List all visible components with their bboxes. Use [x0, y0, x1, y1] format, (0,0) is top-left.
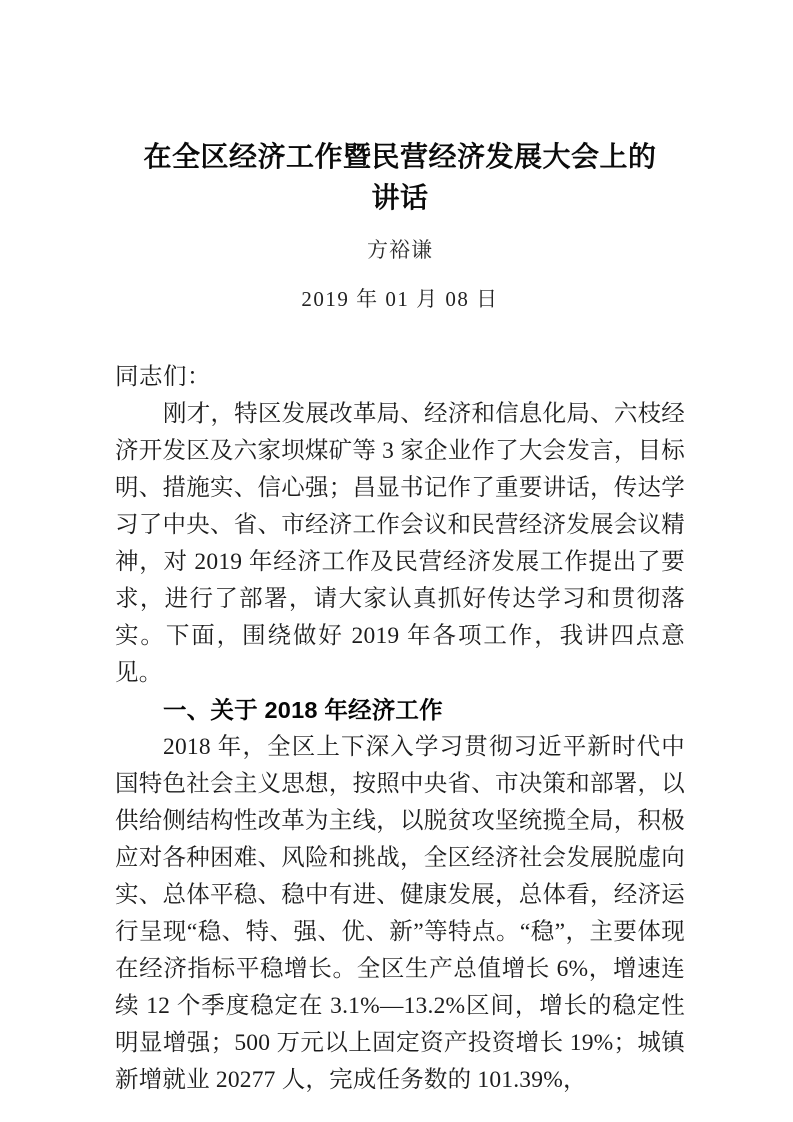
document-date: 2019 年 01 月 08 日 — [301, 287, 499, 311]
document-author: 方裕谦 — [367, 238, 433, 262]
title-line-2: 讲话 — [371, 182, 429, 213]
page-title — [115, 0, 685, 218]
intro-paragraph: 刚才，特区发展改革局、经济和信息化局、六枝经济开发区及六家坝煤矿等 3 家企业作了大会发言，目标明、措施实、信心强；昌显书记作了重要讲话，传达学习了中央、省、市经济工作会议和民营经济发展会议精神，对 2019 年经济工作及民营经济发展工作提出了要求，进行了部署，请大家认真抓好传达学习和贯彻落实。下面，围绕做好 2019 年各项工作，我讲四点意见。 — [115, 401, 685, 686]
title-line-1: 在全区经济工作暨民营经济发展大会上的 — [143, 141, 657, 172]
salutation: 同志们： — [115, 364, 211, 390]
section-1-paragraph-1: 2018 年，全区上下深入学习贯彻习近平新时代中国特色社会主义思想，按照中央省、市决策和部署，以供给侧结构性改革为主线，以脱贫攻坚统揽全局，积极应对各种困难、风险和挑战，全区经济社会发展脱虚向实、总体平稳、稳中有进、健康发展，总体看，经济运行呈现“稳、特、强、优、新”等特点。“稳”，主要体现在经济指标平稳增长。全区生产总值增长 6%，增速连续 12 个季度稳定在 3.1%—13.2%区间，增长的稳定性明显增强；500 万元以上固定资产投资增长 19%；城镇新增就业 20277 人，完成任务数的 101.39%， — [115, 734, 685, 1093]
section-heading-1: 一、关于 2018 年经济工作 — [163, 697, 443, 723]
document-content — [115, 0, 685, 1099]
document-body — [115, 314, 685, 1099]
